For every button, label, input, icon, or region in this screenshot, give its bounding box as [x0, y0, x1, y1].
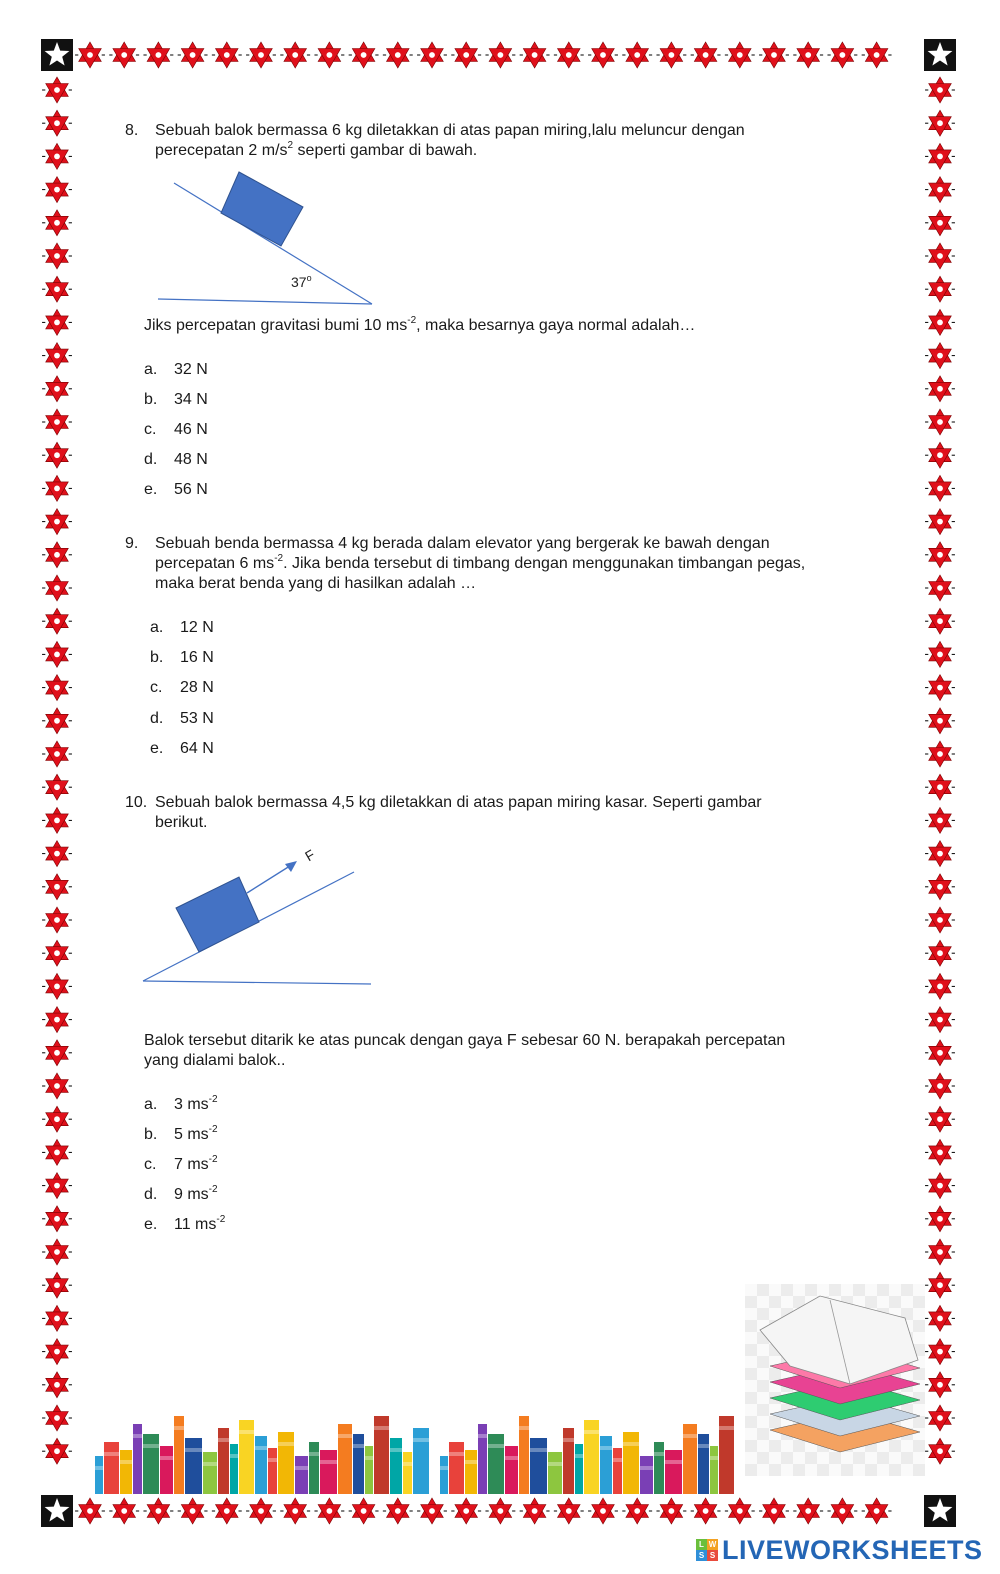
book-stripe	[353, 1444, 364, 1448]
option-text: 32 N	[174, 361, 208, 378]
option-letter: b.	[144, 1126, 158, 1143]
superscript: -2	[407, 314, 417, 326]
book-stripe	[309, 1452, 319, 1456]
book-spine	[295, 1456, 308, 1494]
book-spine	[365, 1446, 373, 1494]
book-stripe	[268, 1458, 277, 1462]
logo-icon: L W S S	[696, 1539, 718, 1561]
book-stripe	[710, 1456, 718, 1460]
book-stripe	[488, 1444, 504, 1448]
superscript: -2	[208, 1093, 218, 1105]
book-spine	[488, 1434, 504, 1494]
book-spine	[613, 1448, 622, 1494]
book-spine	[654, 1442, 664, 1494]
book-spine	[255, 1436, 267, 1494]
option-text: 7 ms	[174, 1156, 209, 1173]
prompt-text: yang dialami balok..	[144, 1052, 286, 1069]
book-stripe	[665, 1460, 682, 1464]
book-stripe	[698, 1444, 709, 1448]
option-text: 64 N	[180, 740, 214, 757]
book-spine	[530, 1438, 547, 1494]
option-text: 48 N	[174, 451, 208, 468]
option-letter: d.	[144, 451, 158, 468]
book-spine	[465, 1450, 477, 1494]
book-stripe	[218, 1438, 229, 1442]
book-stripe	[160, 1456, 173, 1460]
option-letter: c.	[150, 679, 163, 696]
book-stripe	[478, 1434, 487, 1438]
question-number: 10.	[125, 794, 148, 811]
book-stripe	[255, 1446, 267, 1450]
book-stripe	[278, 1442, 294, 1446]
angle-label: 37$^o$	[291, 273, 312, 290]
option-letter: c.	[144, 1156, 157, 1173]
question-line: Sebuah benda bermassa 4 kg berada dalam elevator yang bergerak ke bawah dengan	[155, 535, 770, 552]
book-spine	[623, 1432, 639, 1494]
book-spine	[185, 1438, 202, 1494]
liveworksheets-logo[interactable]	[696, 1534, 983, 1566]
superscript: -2	[208, 1153, 218, 1165]
book-spine	[143, 1434, 159, 1494]
force-label: F	[302, 846, 318, 865]
option-text: 9 ms	[174, 1186, 209, 1203]
superscript: 2	[287, 139, 294, 151]
option-letter: b.	[144, 391, 158, 408]
question-number: 8.	[125, 122, 139, 139]
question-number: 9.	[125, 535, 139, 552]
question-line: Sebuah balok bermassa 6 kg diletakkan di atas papan miring,lalu meluncur dengan	[155, 122, 745, 139]
option-letter: a.	[144, 1096, 158, 1113]
option-letter: a.	[150, 619, 164, 636]
book-stripe	[465, 1460, 477, 1464]
book-spine	[413, 1428, 429, 1494]
prompt-text: Jiks percepatan gravitasi bumi 10 ms	[144, 317, 408, 334]
option-text: 3 ms	[174, 1096, 209, 1113]
option-text: 53 N	[180, 710, 214, 727]
book-spine	[203, 1452, 217, 1494]
superscript: -2	[274, 552, 284, 564]
book-stripe	[120, 1460, 132, 1464]
book-stripe	[403, 1462, 412, 1466]
option-letter: e.	[144, 1216, 158, 1233]
book-stripe	[104, 1452, 119, 1456]
book-stripe	[374, 1426, 389, 1430]
book-stripe	[719, 1426, 734, 1430]
book-spine	[665, 1450, 682, 1494]
book-spine	[390, 1438, 402, 1494]
book-stripe	[563, 1438, 574, 1442]
book-spine	[230, 1444, 238, 1494]
book-stripe	[295, 1466, 308, 1470]
book-spine	[710, 1446, 718, 1494]
book-spine	[563, 1428, 574, 1494]
book-stripe	[338, 1434, 352, 1438]
superscript: -2	[208, 1183, 218, 1195]
book-stripe	[174, 1426, 184, 1430]
option-text: 12 N	[180, 619, 214, 636]
question-line: maka berat benda yang di hasilkan adalah …	[155, 575, 477, 592]
book-stripe	[230, 1454, 238, 1458]
option-letter: a.	[144, 361, 158, 378]
book-spine	[268, 1448, 277, 1494]
book-stripe	[505, 1456, 518, 1460]
book-spine	[505, 1446, 518, 1494]
question-line: percepatan 6 ms	[155, 555, 275, 572]
book-spine	[698, 1434, 709, 1494]
book-stripe	[519, 1426, 529, 1430]
book-stripe	[239, 1430, 254, 1434]
option-letter: d.	[144, 1186, 158, 1203]
prompt-text: , maka besarnya gaya normal adalah…	[416, 317, 696, 334]
book-stack-icon	[745, 1284, 925, 1476]
book-stripe	[654, 1452, 664, 1456]
book-stripe	[185, 1448, 202, 1452]
book-spine	[309, 1442, 319, 1494]
option-letter: c.	[144, 421, 157, 438]
option-text: 5 ms	[174, 1126, 209, 1143]
book-stripe	[133, 1434, 142, 1438]
option-letter: e.	[144, 481, 158, 498]
book-stripe	[575, 1454, 583, 1458]
question-line: perecepatan 2 m/s	[155, 142, 288, 159]
question-line: berikut.	[155, 814, 208, 831]
question-line: Sebuah balok bermassa 4,5 kg diletakkan di atas papan miring kasar. Seperti gambar	[155, 794, 762, 811]
option-text: 46 N	[174, 421, 208, 438]
book-spine	[95, 1456, 103, 1494]
option-text: 56 N	[174, 481, 208, 498]
book-spine	[600, 1436, 612, 1494]
superscript: -2	[208, 1123, 218, 1135]
book-spine	[320, 1450, 337, 1494]
prompt-text: Balok tersebut ditarik ke atas puncak dengan gaya F sebesar 60 N. berapakah percepatan	[144, 1032, 786, 1049]
book-spine	[104, 1442, 119, 1494]
book-spine	[548, 1452, 562, 1494]
book-stripe	[449, 1452, 464, 1456]
logo-text: LIVEWORKSHEETS	[722, 1534, 983, 1565]
book-spine	[278, 1432, 294, 1494]
question-line: seperti gambar di bawah.	[293, 142, 478, 159]
book-stripe	[390, 1448, 402, 1452]
book-stripe	[365, 1456, 373, 1460]
option-letter: b.	[150, 649, 164, 666]
book-spine	[640, 1456, 653, 1494]
option-text: 16 N	[180, 649, 214, 666]
book-spine	[575, 1444, 583, 1494]
option-text: 11 ms	[174, 1216, 217, 1233]
book-spine	[449, 1442, 464, 1494]
book-stripe	[584, 1430, 599, 1434]
book-spine	[218, 1428, 229, 1494]
book-stripe	[203, 1462, 217, 1466]
book-stripe	[143, 1444, 159, 1448]
option-text: 34 N	[174, 391, 208, 408]
book-stripe	[640, 1466, 653, 1470]
book-stripe	[413, 1438, 429, 1442]
book-spine	[353, 1434, 364, 1494]
book-spine	[403, 1452, 412, 1494]
book-stripe	[623, 1442, 639, 1446]
book-spine	[160, 1446, 173, 1494]
question-line: . Jika benda tersebut di timbang dengan menggunakan timbangan pegas,	[283, 555, 806, 572]
book-stripe	[440, 1466, 448, 1470]
book-stripe	[530, 1448, 547, 1452]
book-stripe	[320, 1460, 337, 1464]
book-spine	[120, 1450, 132, 1494]
book-spine	[440, 1456, 448, 1494]
option-letter: e.	[150, 740, 164, 757]
book-stripe	[95, 1466, 103, 1470]
book-stripe	[613, 1458, 622, 1462]
option-text: 28 N	[180, 679, 214, 696]
book-stripe	[548, 1462, 562, 1466]
superscript: -2	[216, 1213, 226, 1225]
book-stripe	[600, 1446, 612, 1450]
option-letter: d.	[150, 710, 164, 727]
book-stripe	[683, 1434, 697, 1438]
